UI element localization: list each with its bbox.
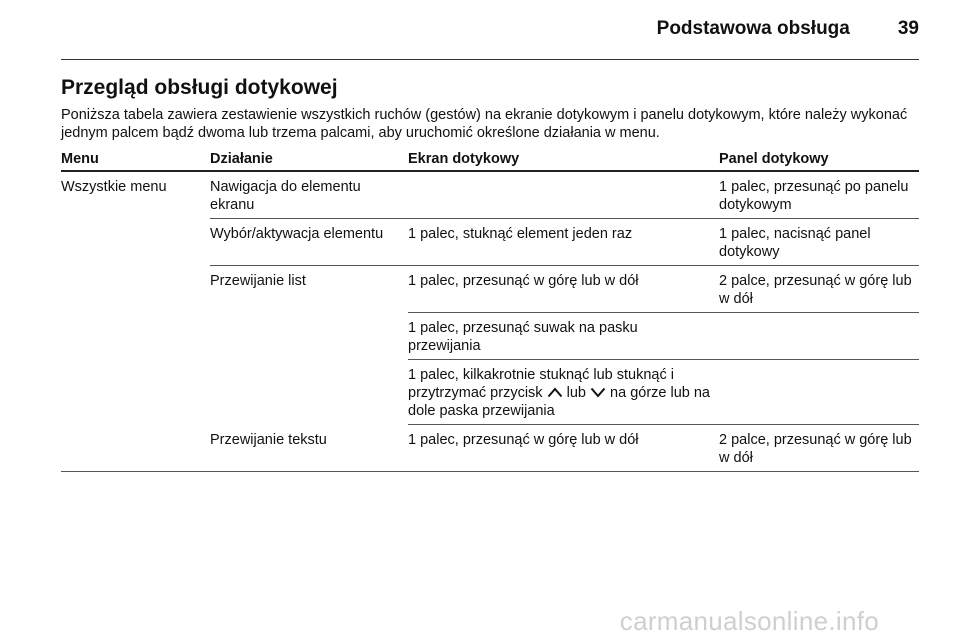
- column-header-touchscreen: Ekran dotykowy: [408, 150, 719, 171]
- gesture-table: [61, 150, 919, 472]
- action-cell-text: Przewijanie list: [210, 273, 306, 289]
- touchscreen-cell: 1 palec, przesunąć w górę lub w dół: [408, 425, 719, 472]
- page-number: 39: [897, 18, 919, 39]
- touchpad-cell: 2 palce, przesunąć w górę lub w dół: [719, 266, 919, 313]
- action-cell: Wybór/aktywacja elementu: [210, 219, 408, 266]
- touchpad-cell: [719, 360, 919, 425]
- menu-cell: [61, 171, 210, 472]
- chevron-down-icon: [590, 387, 606, 398]
- scroll-arrows-text-1: 1 palec, kilkakrotnie stuknąć lub stuknąć i przytrzymać przycisk: [408, 367, 674, 401]
- touchpad-cell: 1 palec, nacisnąć panel dotykowy: [719, 219, 919, 266]
- chevron-up-icon: [547, 387, 563, 398]
- column-header-touchpad: Panel dotykowy: [719, 150, 919, 171]
- action-cell: Nawigacja do elementu ekranu: [210, 171, 408, 219]
- intro-paragraph: Poniższa tabela zawiera zestawienie wszystkich ruchów (gestów) na ekranie dotykowym i panelu dotykowym, które należy wykonać jednym palcem bądź dwoma lub trzema palcami, aby uruchomić określone działania w menu.: [61, 107, 908, 141]
- column-header-action: Działanie: [210, 150, 408, 171]
- page-header: [61, 18, 919, 46]
- table-row: [61, 171, 919, 219]
- touchpad-cell: 2 palce, przesunąć w górę lub w dół: [719, 425, 919, 472]
- touchscreen-cell: 1 palec, przesunąć suwak na pasku przewijania: [408, 313, 719, 360]
- header-divider: [61, 59, 919, 60]
- touchscreen-cell: 1 palec, stuknąć element jeden raz: [408, 219, 719, 266]
- touchscreen-cell: [408, 171, 719, 219]
- section-title: Przegląd obsługi dotykowej: [61, 76, 338, 99]
- manual-page: [61, 0, 919, 642]
- action-cell: [210, 266, 408, 425]
- touchscreen-cell: [408, 360, 719, 425]
- watermark: carmanualsonline.info: [619, 606, 879, 636]
- column-header-menu: Menu: [61, 150, 210, 171]
- scroll-arrows-text-3: na górze lub na dole paska przewijania: [408, 385, 710, 419]
- touchpad-cell: [719, 313, 919, 360]
- touchscreen-cell: 1 palec, przesunąć w górę lub w dół: [408, 266, 719, 313]
- touchpad-cell: 1 palec, przesunąć po panelu dotykowym: [719, 171, 919, 219]
- header-title: Podstawowa obsługa: [656, 18, 850, 39]
- menu-cell-text: Wszystkie menu: [61, 179, 167, 195]
- scroll-arrows-text-2: lub: [566, 385, 586, 401]
- action-cell: Przewijanie tekstu: [210, 425, 408, 472]
- table-header-row: [61, 150, 919, 171]
